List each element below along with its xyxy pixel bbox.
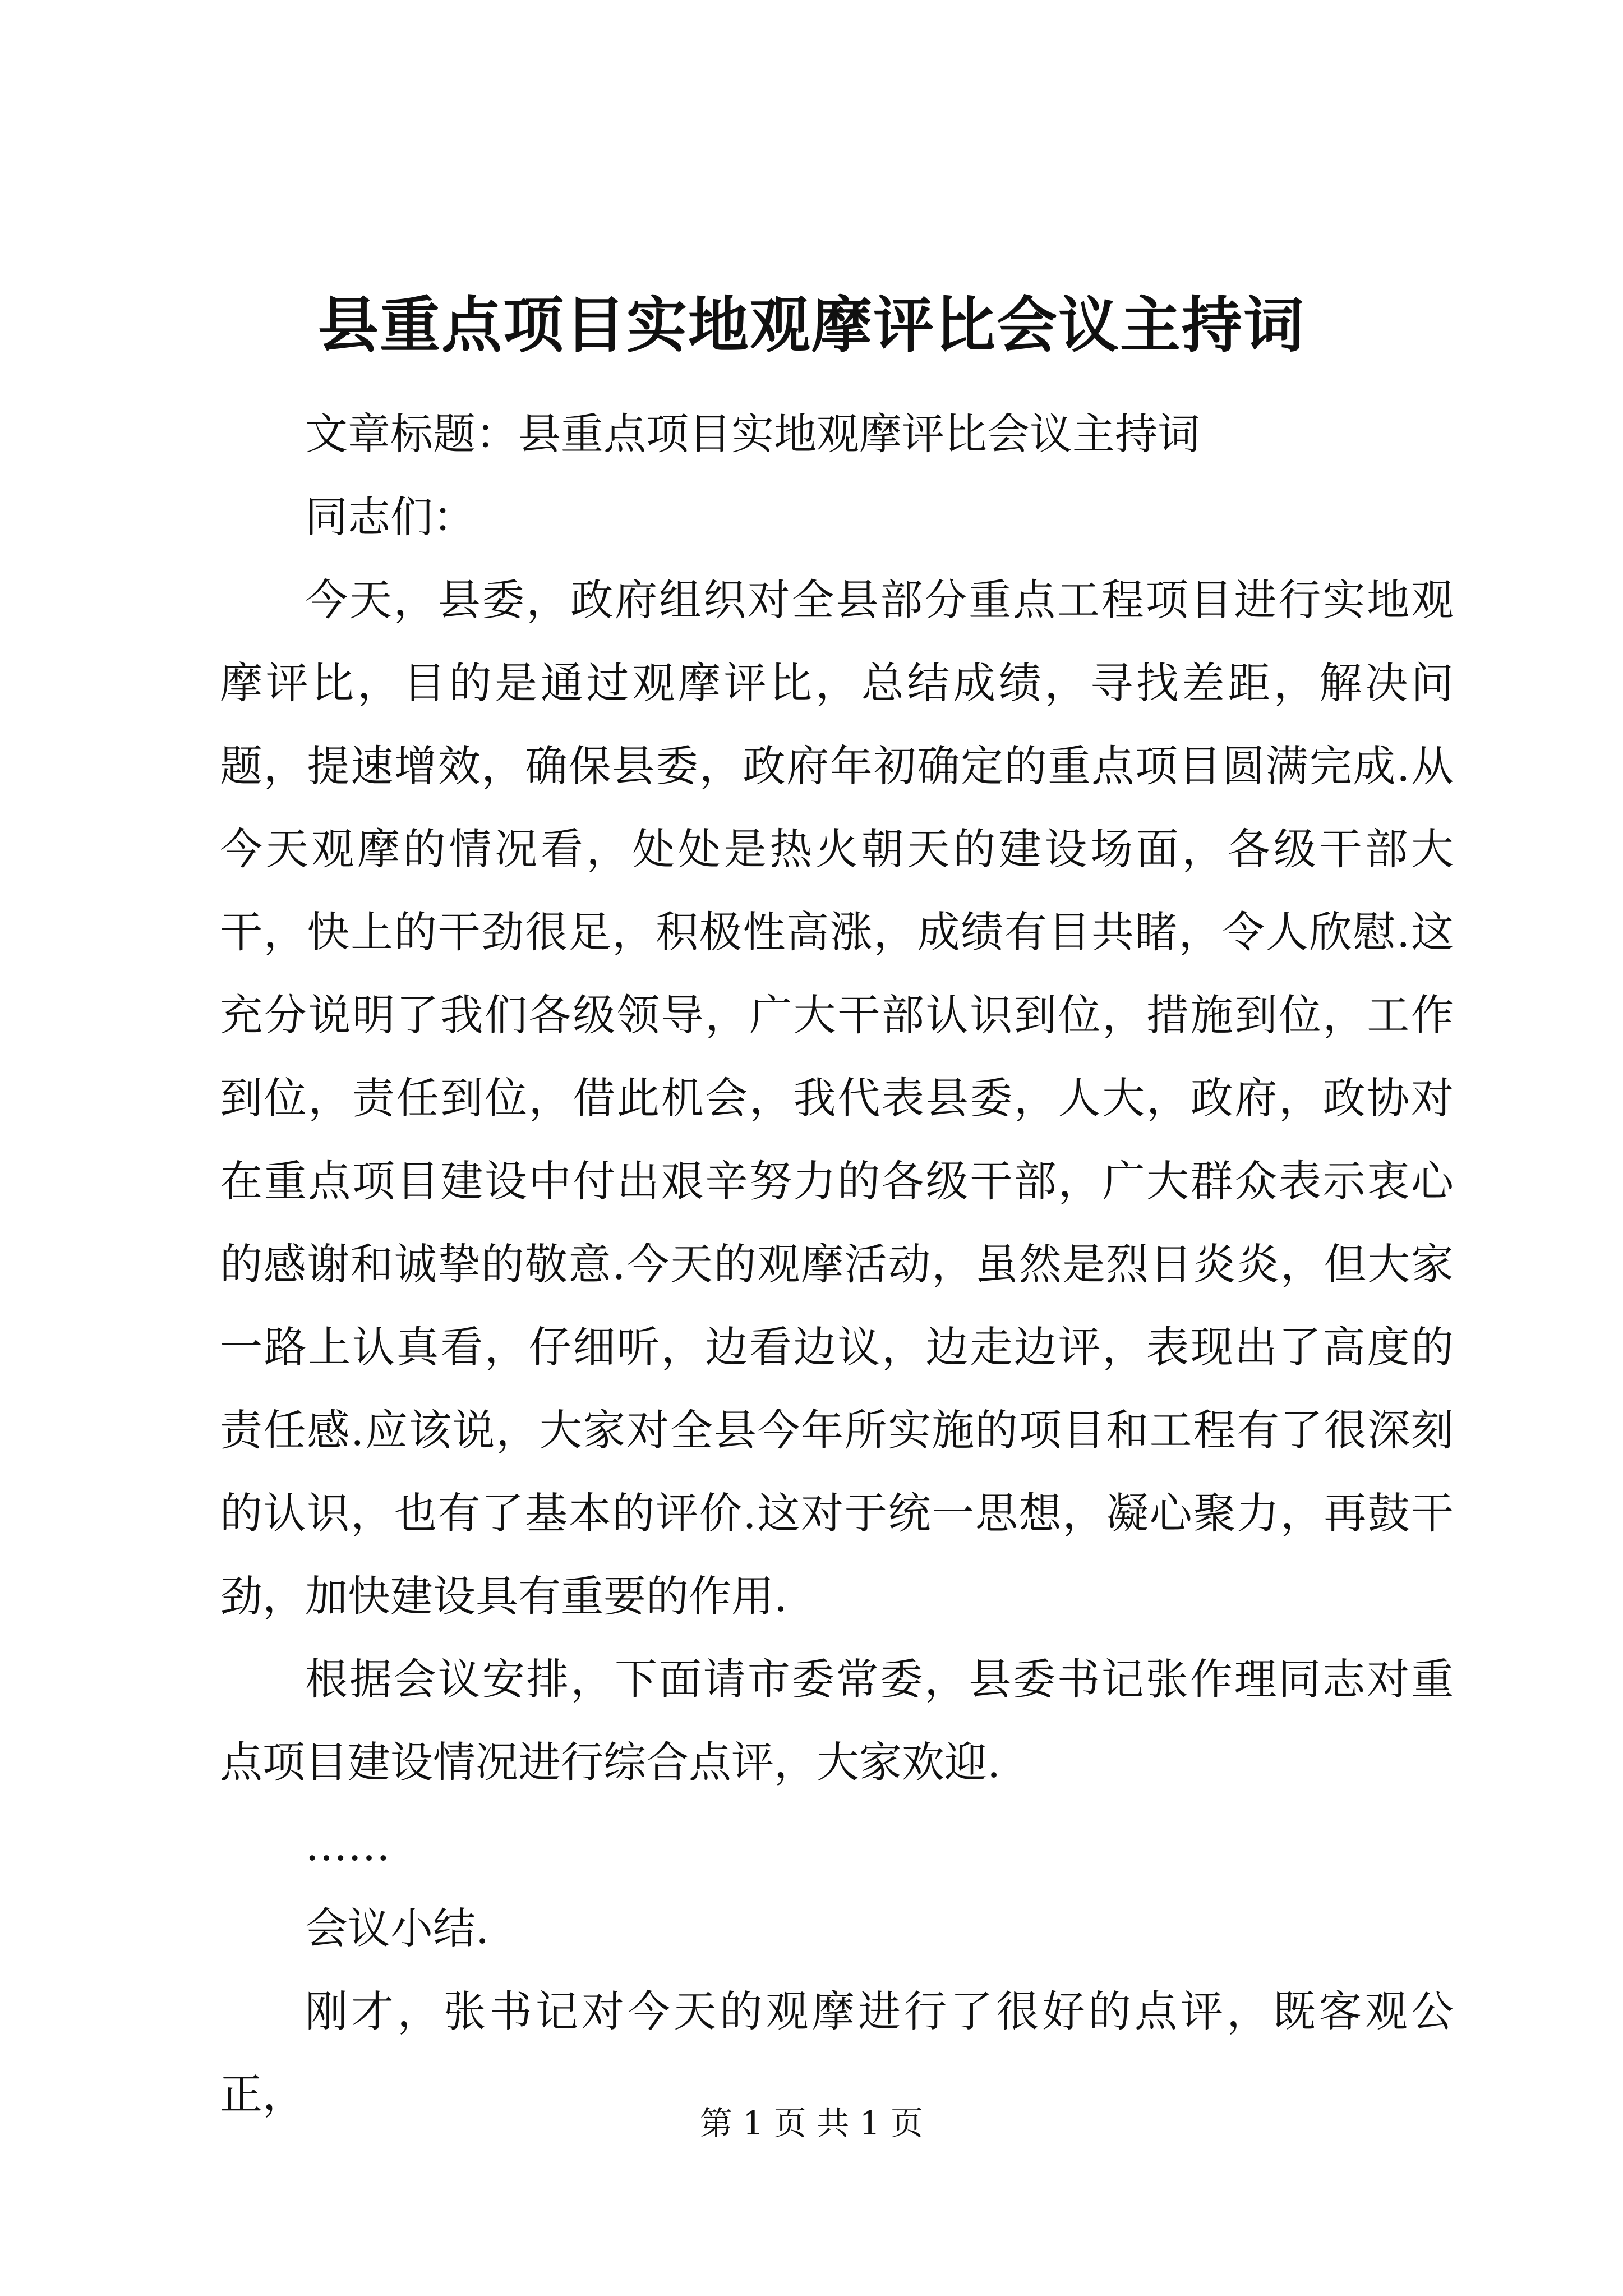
body-paragraph: 今天，县委，政府组织对全县部分重点工程项目进行实地观摩评比，目的是通过观摩评比，总结成绩，寻找差距，解决问题，提速增效，确保县委，政府年初确定的重点项目圆满完成.从今天观摩的情况看，处处是热火朝天的建设场面，各级干部大干，快上的干劲很足，积极性高涨，成绩有目共睹，令人欣慰.这充分说明了我们各级领导，广大干部认识到位，措施到位，工作到位，责任到位，借此机会，我代表县委，人大，政府，政协对在重点项目建设中付出艰辛努力的各级干部，广大群众表示衷心的感谢和诚挚的敬意.今天的观摩活动，虽然是烈日炎炎，但大家一路上认真看，仔细听，边看边议，边走边评，表现出了高度的责任感.应该说，大家对全县今年所实施的项目和工程有了很深刻的认识，也有了基本的评价.这对于统一思想，凝心聚力，再鼓干劲，加快建设具有重要的作用. (220, 575, 1454, 1621)
body-paragraph: 刚才，张书记对今天的观摩进行了很好的点评，既客观公正， (220, 1986, 1454, 2119)
article-title-line: 文章标题：县重点项目实地观摩评比会议主持词 (305, 409, 1200, 459)
ellipsis-line: …… (305, 1820, 390, 1870)
document-body (220, 393, 1454, 2136)
document-title: 县重点项目实地观摩评比会议主持词 (317, 290, 1305, 361)
page-number-footer: 第 1 页 共 1 页 (700, 2104, 923, 2142)
salutation: 同志们： (305, 492, 476, 542)
body-paragraph: 根据会议安排，下面请市委常委，县委书记张作理同志对重点项目建设情况进行综合点评，大家欢迎. (220, 1654, 1454, 1787)
section-heading-summary: 会议小结. (305, 1903, 490, 1953)
